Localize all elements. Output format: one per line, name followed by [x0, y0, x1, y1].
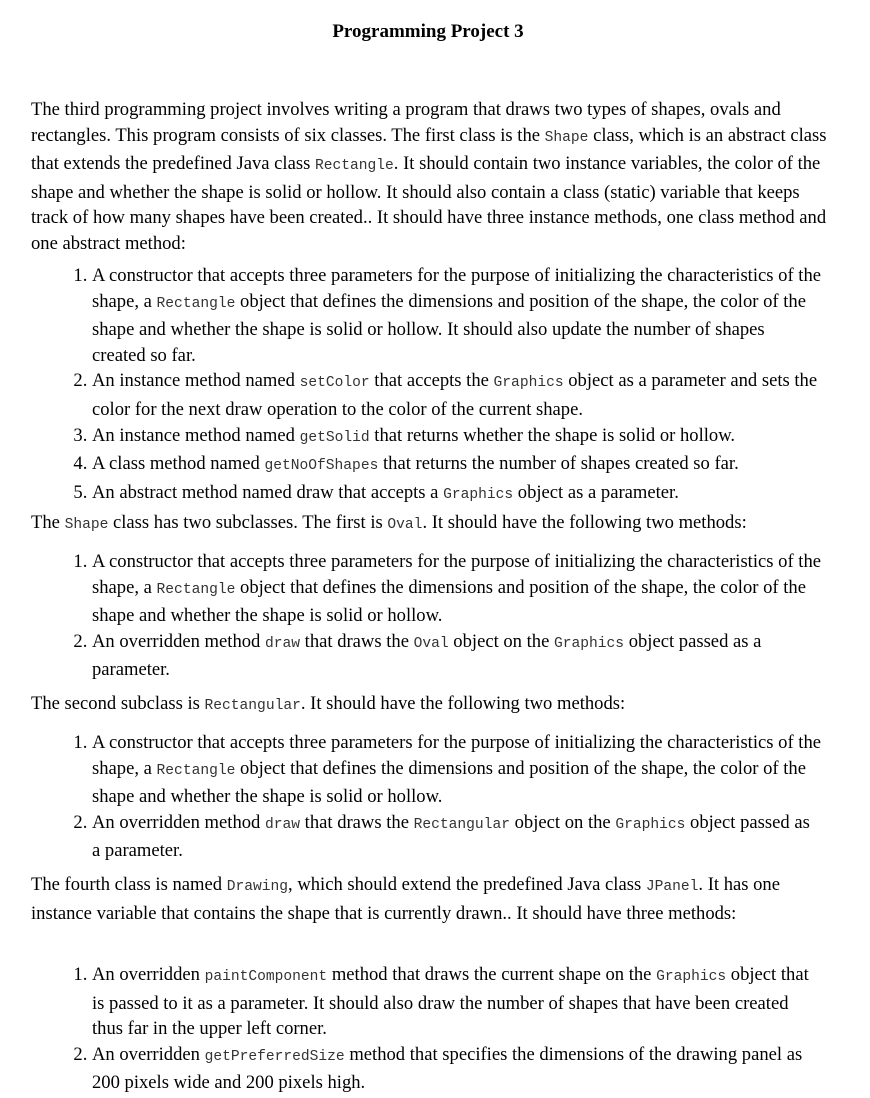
drawing-intro-paragraph: The fourth class is named Drawing, which should extend the predefined Java class JPanel. It has one instance variable that contains the shape that is currently drawn.. It should have three methods:: [31, 874, 780, 924]
list-item: 3. An instance method named getSolid that returns whether the shape is solid or hollow.: [92, 423, 821, 452]
page-title: Programming Project 3: [332, 21, 524, 42]
list-item: 1. A constructor that accepts three parameters for the purpose of initializing the characteristics of the shape, a Rectangle object that defines the dimensions and position of the shape, the color of the shape and whether the shape is solid or hollow. It should also update the number of shapes created so far.: [92, 263, 821, 368]
list-item: 1. A constructor that accepts three parameters for the purpose of initializing the characteristics of the shape, a Rectangle object that defines the dimensions and position of the shape, the color of the shape and whether the shape is solid or hollow.: [92, 549, 821, 629]
drawing-methods-list: [31, 962, 821, 1096]
list-item: 5. An abstract method named draw that accepts a Graphics object as a parameter.: [92, 480, 821, 509]
oval-methods-list: [31, 549, 821, 683]
rectangular-methods-list: [31, 730, 821, 864]
list-item: 1. An overridden paintComponent method that draws the current shape on the Graphics object that is passed to it as a parameter. It should also draw the number of shapes that have been created thus far in the upper left corner.: [92, 962, 821, 1042]
list-item: 2. An overridden method draw that draws the Oval object on the Graphics object passed as a parameter.: [92, 629, 821, 683]
intro-paragraph: The third programming project involves writing a program that draws two types of shapes, ovals and rectangles. This program consists of six classes. The first class is the Shape class, which is an abstract class that extends the predefined Java class Rectangle. It should contain two instance variables, the color of the shape and whether the shape is solid or hollow. It should also contain a class (static) variable that keeps track of how many shapes have been created.. It should have three instance methods, one class method and one abstract method:: [31, 99, 827, 254]
list-item: 2. An overridden getPreferredSize method that specifies the dimensions of the drawing panel as 200 pixels wide and 200 pixels high.: [92, 1042, 821, 1096]
list-item: 2. An overridden method draw that draws the Rectangular object on the Graphics object passed as a parameter.: [92, 810, 821, 864]
shape-methods-list: [31, 263, 821, 508]
rectangular-intro-paragraph: The second subclass is Rectangular. It should have the following two methods:: [31, 693, 626, 714]
list-item: 2. An instance method named setColor that accepts the Graphics object as a parameter and sets the color for the next draw operation to the color of the current shape.: [92, 368, 821, 422]
list-item: 4. A class method named getNoOfShapes that returns the number of shapes created so far.: [92, 451, 821, 480]
list-item: 1. A constructor that accepts three parameters for the purpose of initializing the characteristics of the shape, a Rectangle object that defines the dimensions and position of the shape, the color of the shape and whether the shape is solid or hollow.: [92, 730, 821, 810]
oval-intro-paragraph: The Shape class has two subclasses. The first is Oval. It should have the following two methods:: [31, 512, 747, 533]
